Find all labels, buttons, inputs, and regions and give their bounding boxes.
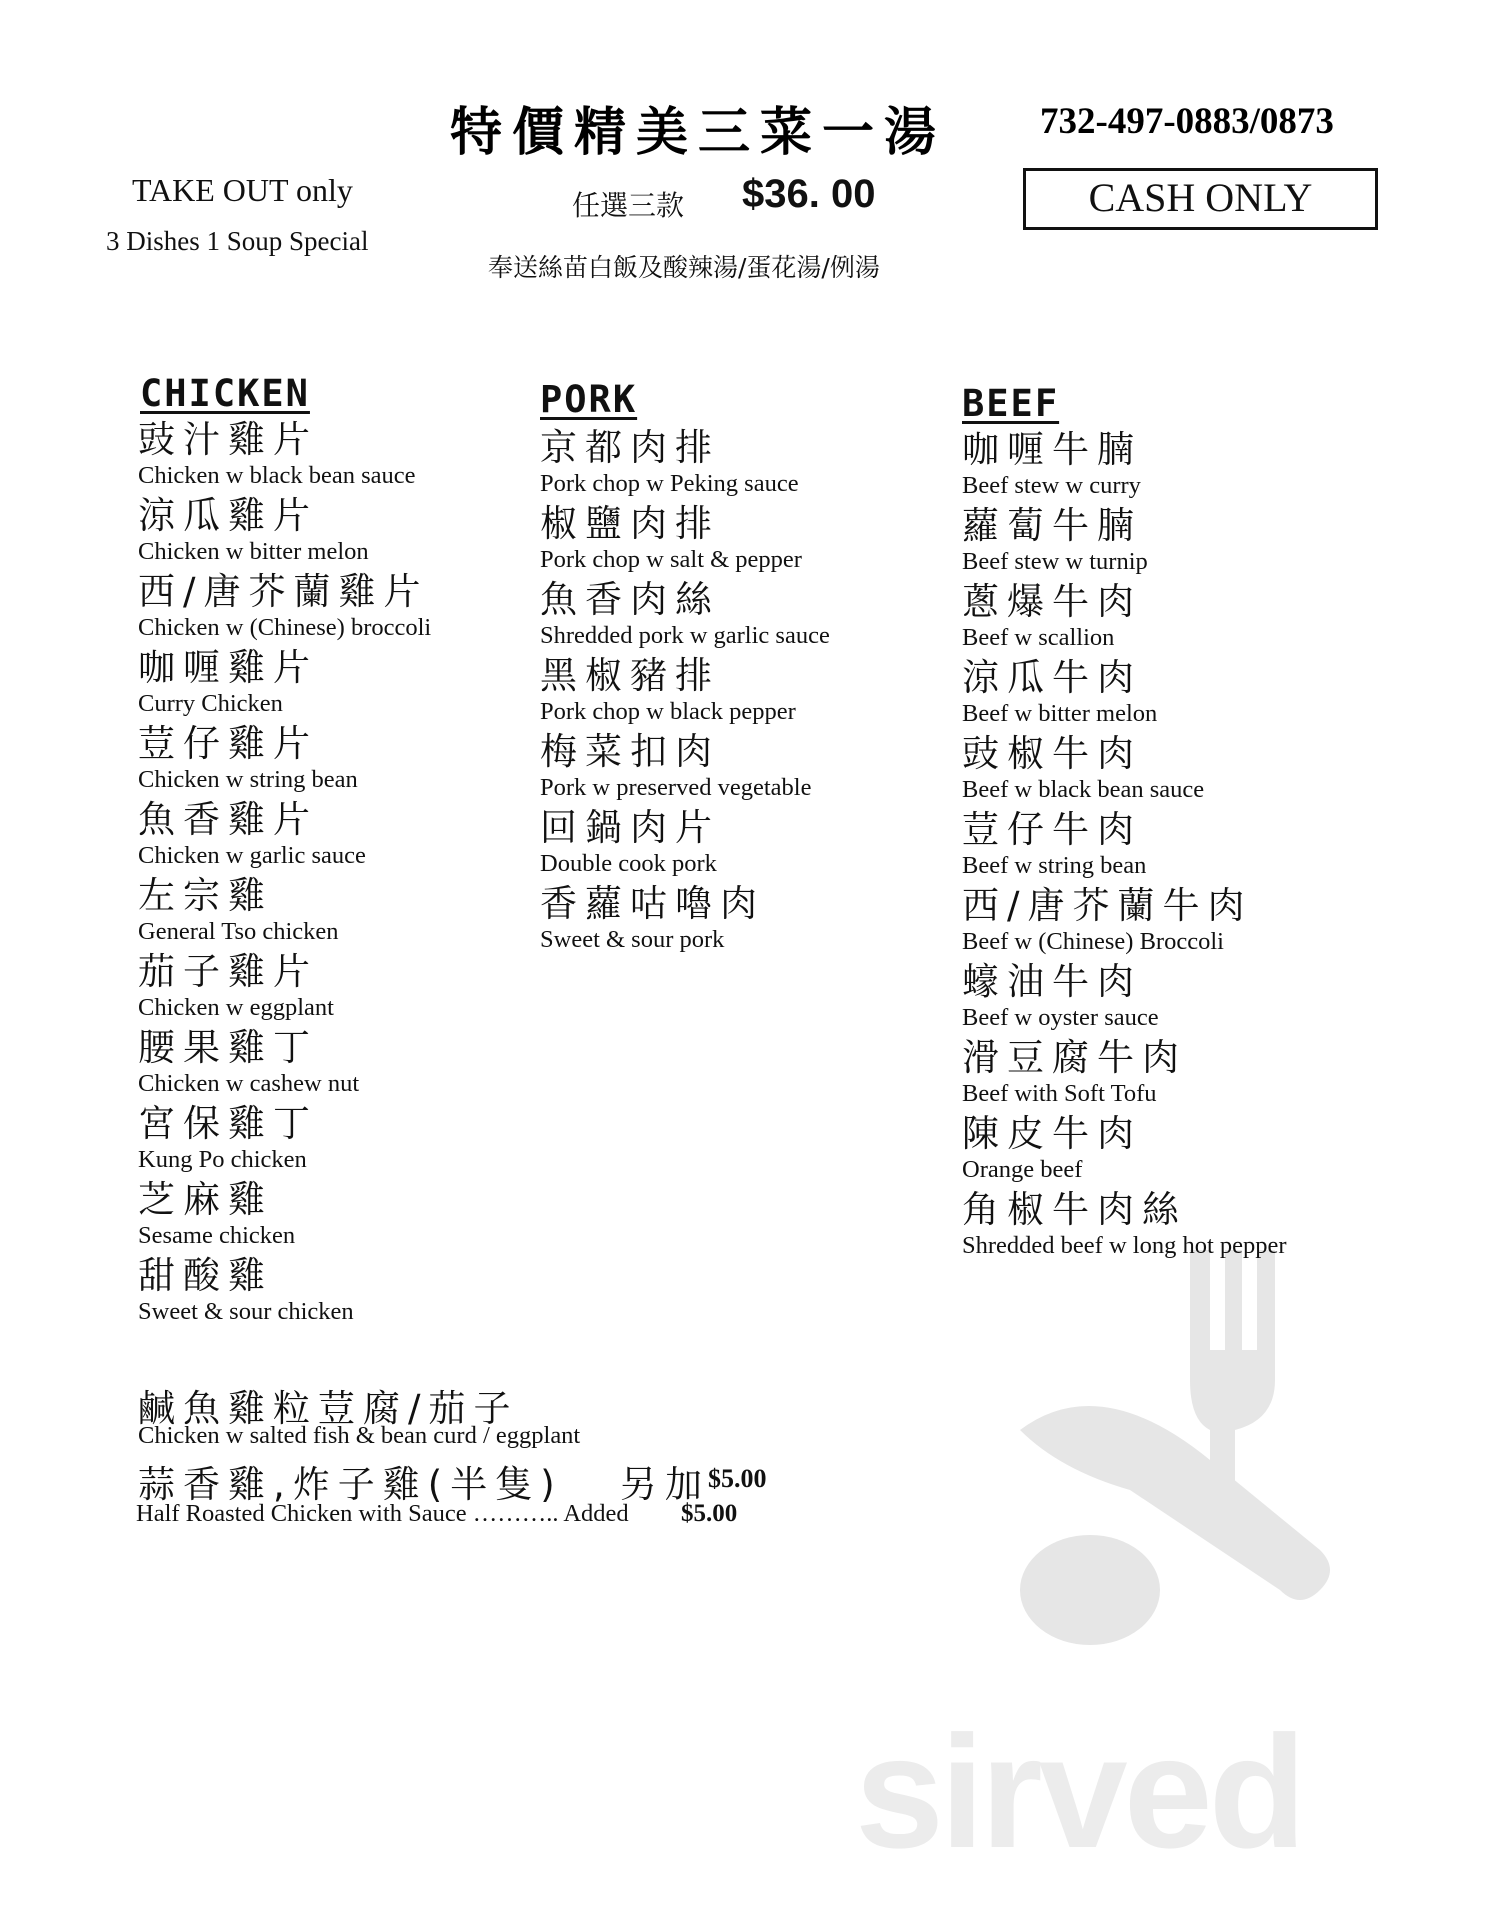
list-item bbox=[962, 884, 1402, 960]
list-item bbox=[138, 1102, 578, 1178]
list-item bbox=[138, 494, 578, 570]
item-en: Chicken w eggplant bbox=[138, 994, 334, 1021]
pork-list bbox=[540, 426, 980, 958]
list-item bbox=[540, 578, 980, 654]
item-cn: 蘿蔔牛腩 bbox=[962, 504, 1142, 547]
item-cn: 滑豆腐牛肉 bbox=[962, 1036, 1187, 1079]
roast-chicken-cn: 蒜香雞,炸子雞(半隻) bbox=[138, 1463, 563, 1506]
item-en: Chicken w (Chinese) broccoli bbox=[138, 614, 432, 641]
item-en: Double cook pork bbox=[540, 850, 717, 877]
list-item bbox=[138, 570, 578, 646]
item-en: Chicken w string bean bbox=[138, 766, 358, 793]
item-en: Beef stew w turnip bbox=[962, 548, 1148, 575]
item-en: Beef w oyster sauce bbox=[962, 1004, 1159, 1031]
item-cn: 荳仔雞片 bbox=[138, 722, 318, 765]
list-item bbox=[962, 656, 1402, 732]
item-cn: 咖喱牛腩 bbox=[962, 428, 1142, 471]
item-cn: 黑椒豬排 bbox=[540, 654, 720, 697]
list-item bbox=[138, 418, 578, 494]
item-en: Pork w preserved vegetable bbox=[540, 774, 812, 801]
item-en: Curry Chicken bbox=[138, 690, 283, 717]
list-item bbox=[138, 1026, 578, 1102]
item-cn: 豉汁雞片 bbox=[138, 418, 318, 461]
list-item bbox=[962, 428, 1402, 504]
item-en: Beef with Soft Tofu bbox=[962, 1080, 1157, 1107]
watermark: sirved bbox=[855, 1702, 1303, 1881]
list-item bbox=[138, 1254, 578, 1330]
item-cn: 左宗雞 bbox=[138, 874, 273, 917]
fork-knife-spoon-icon bbox=[980, 1230, 1340, 1670]
list-item bbox=[962, 1036, 1402, 1112]
item-cn: 京都肉排 bbox=[540, 426, 720, 469]
free-rice-soup-note: 奉送絲苗白飯及酸辣湯/蛋花湯/例湯 bbox=[488, 253, 880, 282]
item-cn: 茄子雞片 bbox=[138, 950, 318, 993]
item-en: Pork chop w black pepper bbox=[540, 698, 796, 725]
list-item bbox=[138, 798, 578, 874]
item-en: Pork chop w salt & pepper bbox=[540, 546, 802, 573]
item-cn: 西/唐芥蘭雞片 bbox=[138, 570, 429, 613]
item-cn: 梅菜扣肉 bbox=[540, 730, 720, 773]
item-cn: 腰果雞丁 bbox=[138, 1026, 318, 1069]
item-en: Orange beef bbox=[962, 1156, 1083, 1183]
item-en: Pork chop w Peking sauce bbox=[540, 470, 799, 497]
page-title: 特價精美三菜一湯 bbox=[450, 103, 947, 163]
item-en: Beef w (Chinese) Broccoli bbox=[962, 928, 1224, 955]
list-item bbox=[138, 646, 578, 722]
item-cn: 宮保雞丁 bbox=[138, 1102, 318, 1145]
chicken-list bbox=[138, 418, 578, 1330]
item-en: Sweet & sour chicken bbox=[138, 1298, 354, 1325]
list-item bbox=[540, 654, 980, 730]
choose-three-note: 任選三款 bbox=[572, 189, 685, 222]
item-en: Beef w black bean sauce bbox=[962, 776, 1205, 803]
item-en: Chicken w cashew nut bbox=[138, 1070, 360, 1097]
item-cn: 豉椒牛肉 bbox=[962, 732, 1142, 775]
chicken-header: CHICKEN bbox=[140, 372, 310, 415]
list-item bbox=[962, 808, 1402, 884]
list-item bbox=[962, 960, 1402, 1036]
item-cn: 魚香雞片 bbox=[138, 798, 318, 841]
list-item bbox=[962, 504, 1402, 580]
salted-fish-cn: 鹹魚雞粒荳腐/茄子 bbox=[138, 1387, 519, 1430]
phone-number: 732-497-0883/0873 bbox=[1040, 101, 1334, 142]
item-cn: 荳仔牛肉 bbox=[962, 808, 1142, 851]
subtitle-en: 3 Dishes 1 Soup Special bbox=[106, 226, 369, 256]
roast-chicken-extra-cn: 另加 bbox=[620, 1463, 710, 1506]
item-en: Beef stew w curry bbox=[962, 472, 1141, 499]
item-en: Beef w scallion bbox=[962, 624, 1115, 651]
item-en: Chicken w garlic sauce bbox=[138, 842, 366, 869]
item-cn: 涼瓜雞片 bbox=[138, 494, 318, 537]
special-price: $36. 00 bbox=[742, 172, 876, 216]
item-cn: 芝麻雞 bbox=[138, 1178, 273, 1221]
list-item bbox=[540, 806, 980, 882]
list-item bbox=[138, 1178, 578, 1254]
list-item bbox=[962, 580, 1402, 656]
pork-header: PORK bbox=[540, 378, 638, 421]
item-cn: 香蘿咕嚕肉 bbox=[540, 882, 765, 925]
list-item bbox=[138, 950, 578, 1026]
item-cn: 魚香肉絲 bbox=[540, 578, 720, 621]
list-item bbox=[540, 730, 980, 806]
list-item bbox=[540, 502, 980, 578]
beef-list bbox=[962, 428, 1402, 1264]
item-cn: 咖喱雞片 bbox=[138, 646, 318, 689]
item-en: Kung Po chicken bbox=[138, 1146, 307, 1173]
item-en: General Tso chicken bbox=[138, 918, 339, 945]
salted-fish-en: Chicken w salted fish & bean curd / eggplant bbox=[138, 1422, 581, 1449]
item-cn: 角椒牛肉絲 bbox=[962, 1188, 1187, 1231]
item-cn: 蠔油牛肉 bbox=[962, 960, 1142, 1003]
roast-chicken-en-price: $5.00 bbox=[681, 1500, 738, 1527]
cash-only-box: CASH ONLY bbox=[1023, 168, 1378, 230]
item-cn: 涼瓜牛肉 bbox=[962, 656, 1142, 699]
item-en: Shredded beef w long hot pepper bbox=[962, 1232, 1287, 1259]
list-item bbox=[138, 874, 578, 950]
item-en: Shredded pork w garlic sauce bbox=[540, 622, 830, 649]
takeout-note: TAKE OUT only bbox=[132, 172, 353, 208]
list-item bbox=[540, 882, 980, 958]
list-item bbox=[540, 426, 980, 502]
list-item bbox=[962, 1188, 1402, 1264]
list-item bbox=[962, 732, 1402, 808]
item-cn: 回鍋肉片 bbox=[540, 806, 720, 849]
item-en: Chicken w bitter melon bbox=[138, 538, 369, 565]
item-en: Beef w string bean bbox=[962, 852, 1147, 879]
item-cn: 西/唐芥蘭牛肉 bbox=[962, 884, 1253, 927]
roast-chicken-extra-price: $5.00 bbox=[708, 1464, 767, 1493]
item-en: Sesame chicken bbox=[138, 1222, 296, 1249]
item-cn: 陳皮牛肉 bbox=[962, 1112, 1142, 1155]
item-en: Chicken w black bean sauce bbox=[138, 462, 416, 489]
beef-header: BEEF bbox=[962, 382, 1060, 425]
roast-chicken-en: Half Roasted Chicken with Sauce ……….. Added bbox=[136, 1500, 629, 1527]
item-cn: 蔥爆牛肉 bbox=[962, 580, 1142, 623]
item-cn: 椒鹽肉排 bbox=[540, 502, 720, 545]
item-en: Beef w bitter melon bbox=[962, 700, 1158, 727]
item-cn: 甜酸雞 bbox=[138, 1254, 273, 1297]
item-en: Sweet & sour pork bbox=[540, 926, 725, 953]
list-item bbox=[962, 1112, 1402, 1188]
list-item bbox=[138, 722, 578, 798]
